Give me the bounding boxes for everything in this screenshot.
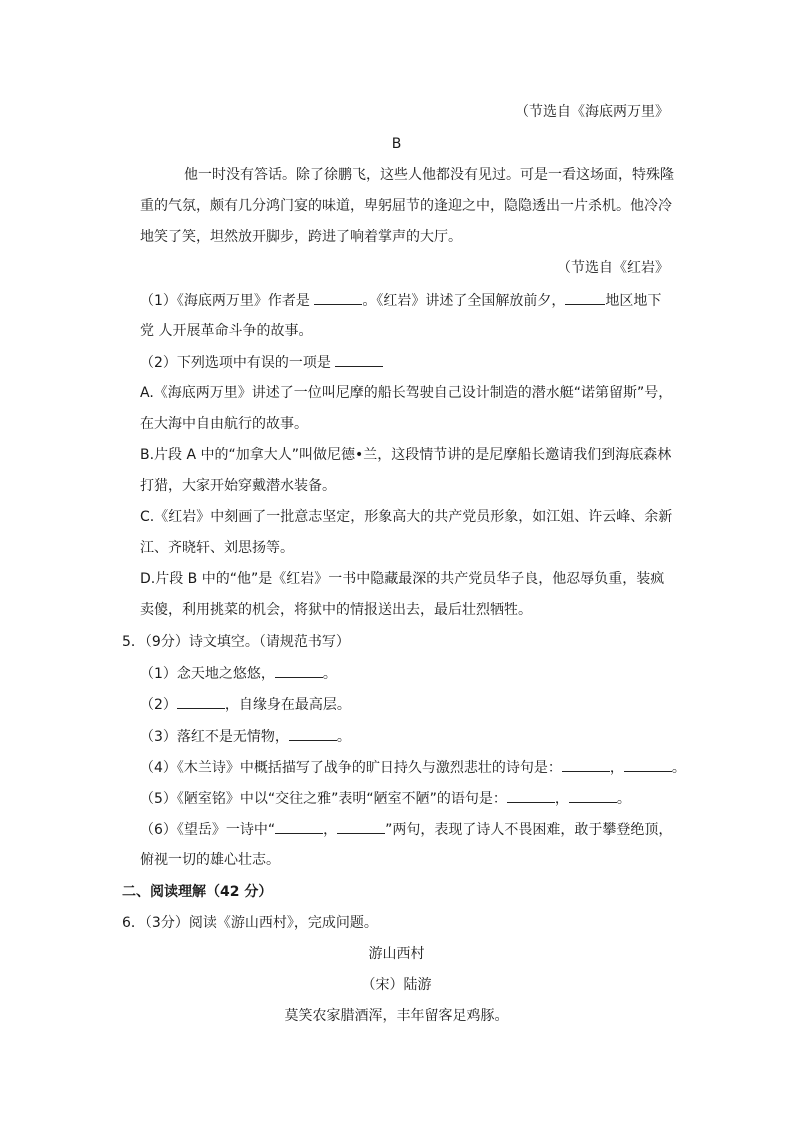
q5-s5-sep: ，: [554, 791, 569, 807]
q5-s6-text: （6）《望岳》一诗中“: [140, 822, 276, 838]
answer-blank[interactable]: [624, 757, 672, 772]
q5-s4-end: 。: [671, 760, 686, 776]
q5-s1-text: （1）念天地之悠悠，: [140, 666, 275, 682]
answer-blank[interactable]: [569, 788, 617, 803]
q4-sub2: [140, 352, 383, 373]
answer-blank[interactable]: [177, 694, 225, 709]
q5-s5-text: （5）《陋室铭》中以“交往之雅”表明“陋室不陋”的语句是：: [140, 791, 507, 807]
answer-blank[interactable]: [337, 819, 385, 834]
q5-s2: [140, 694, 351, 715]
section-heading: 二、阅读理解（42 分）: [122, 884, 273, 900]
q5-s2-end: ，自缘身在最高层。: [224, 697, 351, 713]
q5-s4: [140, 757, 686, 778]
answer-blank[interactable]: [562, 757, 610, 772]
q5-s3: [140, 726, 351, 747]
passage-b-label: B: [391, 136, 402, 152]
q4-sub1: [140, 290, 661, 311]
q5-s3-text: （3）落红不是无情物，: [140, 729, 289, 745]
answer-blank[interactable]: [507, 788, 555, 803]
q5-s6-end: ”两句，表现了诗人不畏困难，敢于攀登绝顶，: [385, 822, 673, 838]
answer-blank[interactable]: [314, 290, 362, 305]
q5-s6: [140, 819, 672, 840]
q5-s1: [140, 663, 337, 684]
q4-sub1-text-3: 地区地下: [605, 293, 662, 309]
answer-blank[interactable]: [289, 726, 337, 741]
q6-stem: 6．（3分）阅读《游山西村》，完成问题。: [122, 915, 378, 931]
answer-blank[interactable]: [275, 663, 323, 678]
option-b-line-2: 打猎，大家开始穿戴潜水装备。: [140, 478, 336, 494]
q5-s3-end: 。: [336, 729, 351, 745]
option-b-line-1: B.片段 A 中的“加拿大人”叫做尼德•兰，这段情节讲的是尼摩船长邀请我们到海底森林: [140, 447, 672, 463]
option-d-line-2: 卖傻，利用挑菜的机会，将狱中的情报送出去，最后壮烈牺牲。: [140, 602, 532, 618]
passage-a-source: （节选自《海底两万里》: [515, 104, 669, 120]
q4-sub1-text-2: 。《红岩》讲述了全国解放前夕，: [362, 293, 566, 309]
q4-sub1-line-2: 党 人开展革命斗争的故事。: [140, 323, 313, 339]
passage-b-source: （节选自《红岩》: [557, 260, 669, 276]
q5-stem: 5．（9分）诗文填空。（请规范书写）: [122, 634, 350, 650]
answer-blank[interactable]: [335, 352, 383, 367]
answer-blank[interactable]: [275, 819, 323, 834]
q5-s4-text: （4）《木兰诗》中概括描写了战争的旷日持久与激烈悲壮的诗句是：: [140, 760, 562, 776]
option-a-line-1: A.《海底两万里》讲述了一位叫尼摩的船长驾驶自己设计制造的潜水艇“诺第留斯”号，: [140, 385, 673, 401]
q5-s2-text: （2）: [140, 697, 177, 713]
poem-line: 莫笑农家腊酒浑，丰年留客足鸡豚。: [284, 1008, 509, 1024]
passage-b-line-1: 他一时没有答话。除了徐鹏飞，这些人他都没有见过。可是一看这场面，特殊隆: [184, 167, 674, 183]
option-c-line-2: 江、齐晓轩、刘思扬等。: [140, 540, 294, 556]
answer-blank[interactable]: [565, 290, 605, 305]
q5-s6-sep: ，: [323, 822, 338, 838]
q4-sub2-text: （2）下列选项中有误的一项是: [140, 355, 331, 371]
passage-b-line-2: 重的气氛，颇有几分鸿门宴的味道，卑躬屈节的逢迎之中，隐隐透出一片杀机。他冷冷: [140, 198, 672, 214]
passage-b-line-3: 地笑了笑，坦然放开脚步，跨进了响着掌声的大厅。: [140, 229, 462, 245]
q5-s5-end: 。: [616, 791, 631, 807]
q4-sub1-text-1: （1）《海底两万里》作者是: [140, 293, 310, 309]
q5-s5: [140, 788, 631, 809]
poem-title: 游山西村: [368, 946, 425, 962]
option-d-line-1: D.片段 B 中的“他”是《红岩》一书中隐藏最深的共产党员华子良，他忍辱负重，装疯: [140, 571, 665, 587]
option-a-line-2: 在大海中自由航行的故事。: [140, 416, 308, 432]
poem-author: （宋）陆游: [361, 977, 432, 993]
q5-s1-end: 。: [322, 666, 337, 682]
q5-s6-line-2: 俯视一切的雄心壮志。: [140, 852, 280, 868]
q5-s4-sep: ，: [609, 760, 624, 776]
option-c-line-1: C.《红岩》中刻画了一批意志坚定，形象高大的共产党员形象，如江姐、许云峰、余新: [140, 509, 673, 525]
